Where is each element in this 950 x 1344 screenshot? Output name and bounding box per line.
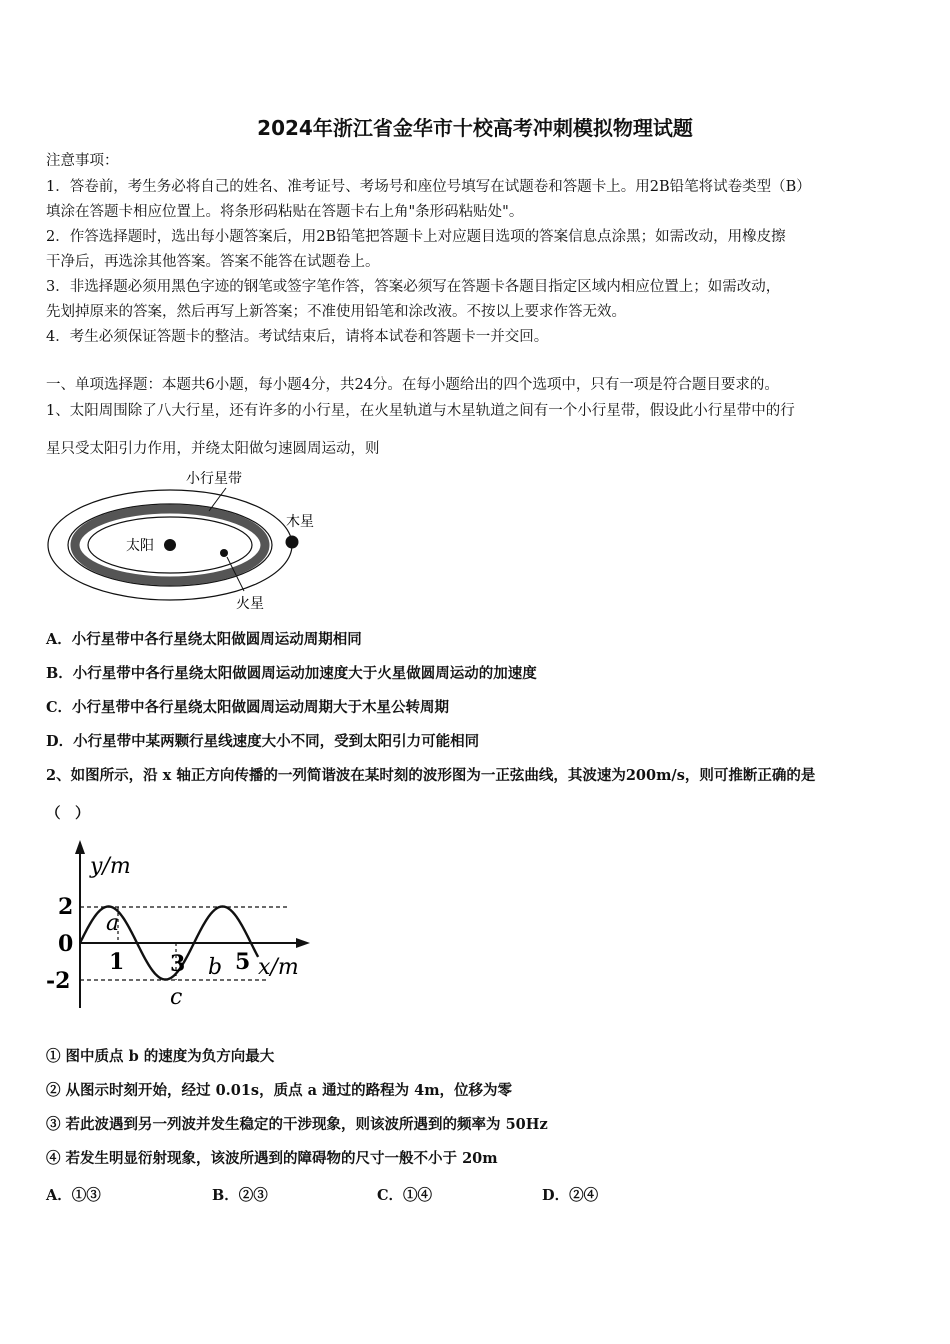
q1-option-c: C．小行星带中各行星绕太阳做圆周运动周期大于木星公转周期 <box>46 699 450 716</box>
q2-stem: （ ） <box>46 805 90 822</box>
y-tick-2: 2 <box>58 894 74 920</box>
q1-option-d: D．小行星带中某两颗行星线速度大小不同，受到太阳引力可能相同 <box>46 733 480 750</box>
belt-label: 小行星带 <box>186 471 242 487</box>
q2-statement-3: ③ 若此波遇到另一列波并发生稳定的干涉现象，则该波所遇到的频率为 50Hz <box>46 1116 548 1133</box>
q2-choice-c: C．①④ <box>377 1187 433 1204</box>
notice-line: 2．作答选择题时，选出每小题答案后，用2B铅笔把答题卡上对应题目选项的答案信息点涂黑；如需改动，用橡皮擦 <box>46 229 786 245</box>
mars-label: 火星 <box>236 596 264 612</box>
point-b-label: b <box>208 955 223 980</box>
x-tick-1: 1 <box>109 949 125 975</box>
notice-line: 4．考生必须保证答题卡的整洁。考试结束后，请将本试卷和答题卡一并交回。 <box>46 329 549 345</box>
notice-line: 3．非选择题必须用黑色字迹的钢笔或签字笔作答，答案必须写在答题卡各题目指定区域内相应位置上；如需改动， <box>46 279 781 295</box>
notice-line: 先划掉原来的答案，然后再写上新答案；不准使用铅笔和涂改液。不按以上要求作答无效。 <box>46 304 626 320</box>
q2-statement-4: ④ 若发生明显衍射现象，该波所遇到的障碍物的尺寸一般不小于 20m <box>46 1150 498 1167</box>
asteroid-belt-figure <box>46 466 336 616</box>
x-tick-3: 3 <box>170 951 186 977</box>
mars-dot <box>220 549 228 557</box>
notice-line: 1．答卷前，考生务必将自己的姓名、准考证号、考场号和座位号填写在试题卷和答题卡上。用2B铅笔将试卷类型（B） <box>46 179 811 195</box>
q1-stem: 星只受太阳引力作用，并绕太阳做匀速圆周运动，则 <box>46 441 380 457</box>
q1-stem: 1、太阳周围除了八大行星，还有许多的小行星，在火星轨道与木星轨道之间有一个小行星带，假设此小行星带中的行 <box>46 403 795 419</box>
q2-choice-b: B．②③ <box>212 1187 268 1204</box>
y-tick-neg2: -2 <box>46 968 71 994</box>
sun-label: 太阳 <box>126 538 154 554</box>
notice-heading: 注意事项： <box>46 153 119 169</box>
q2-statement-2: ② 从图示时刻开始，经过 0.01s，质点 a 通过的路程为 4m，位移为零 <box>46 1082 513 1099</box>
page-title: 2024年浙江省金华市十校高考冲刺模拟物理试题 <box>257 116 693 140</box>
point-a-label: a <box>106 911 120 936</box>
point-c-label: c <box>170 985 183 1010</box>
q1-option-a: A．小行星带中各行星绕太阳做圆周运动周期相同 <box>46 631 362 648</box>
jupiter-label: 木星 <box>286 514 314 530</box>
jupiter-dot <box>286 536 299 549</box>
y-axis-label: y/m <box>90 854 131 879</box>
q2-choice-a: A．①③ <box>46 1187 101 1204</box>
sun-dot <box>164 539 176 551</box>
wave-figure <box>46 838 316 1014</box>
q1-option-b: B．小行星带中各行星绕太阳做圆周运动加速度大于火星做圆周运动的加速度 <box>46 665 537 682</box>
q2-stem: 2、如图所示，沿 x 轴正方向传播的一列简谐波在某时刻的波形图为一正弦曲线，其波速为200m/s，则可推断正确的是 <box>46 767 816 784</box>
notice-line: 干净后，再选涂其他答案。答案不能答在试题卷上。 <box>46 254 380 270</box>
x-axis-label: x/m <box>258 955 299 980</box>
q2-choice-d: D．②④ <box>542 1187 599 1204</box>
q2-statement-1: ① 图中质点 b 的速度为负方向最大 <box>46 1048 275 1065</box>
notice-line: 填涂在答题卡相应位置上。将条形码粘贴在答题卡右上角"条形码粘贴处"。 <box>46 204 524 220</box>
y-tick-0: 0 <box>58 931 74 957</box>
section-heading: 一、单项选择题：本题共6小题，每小题4分，共24分。在每小题给出的四个选项中，只有一项是符合题目要求的。 <box>46 377 779 393</box>
x-tick-5: 5 <box>235 949 251 975</box>
